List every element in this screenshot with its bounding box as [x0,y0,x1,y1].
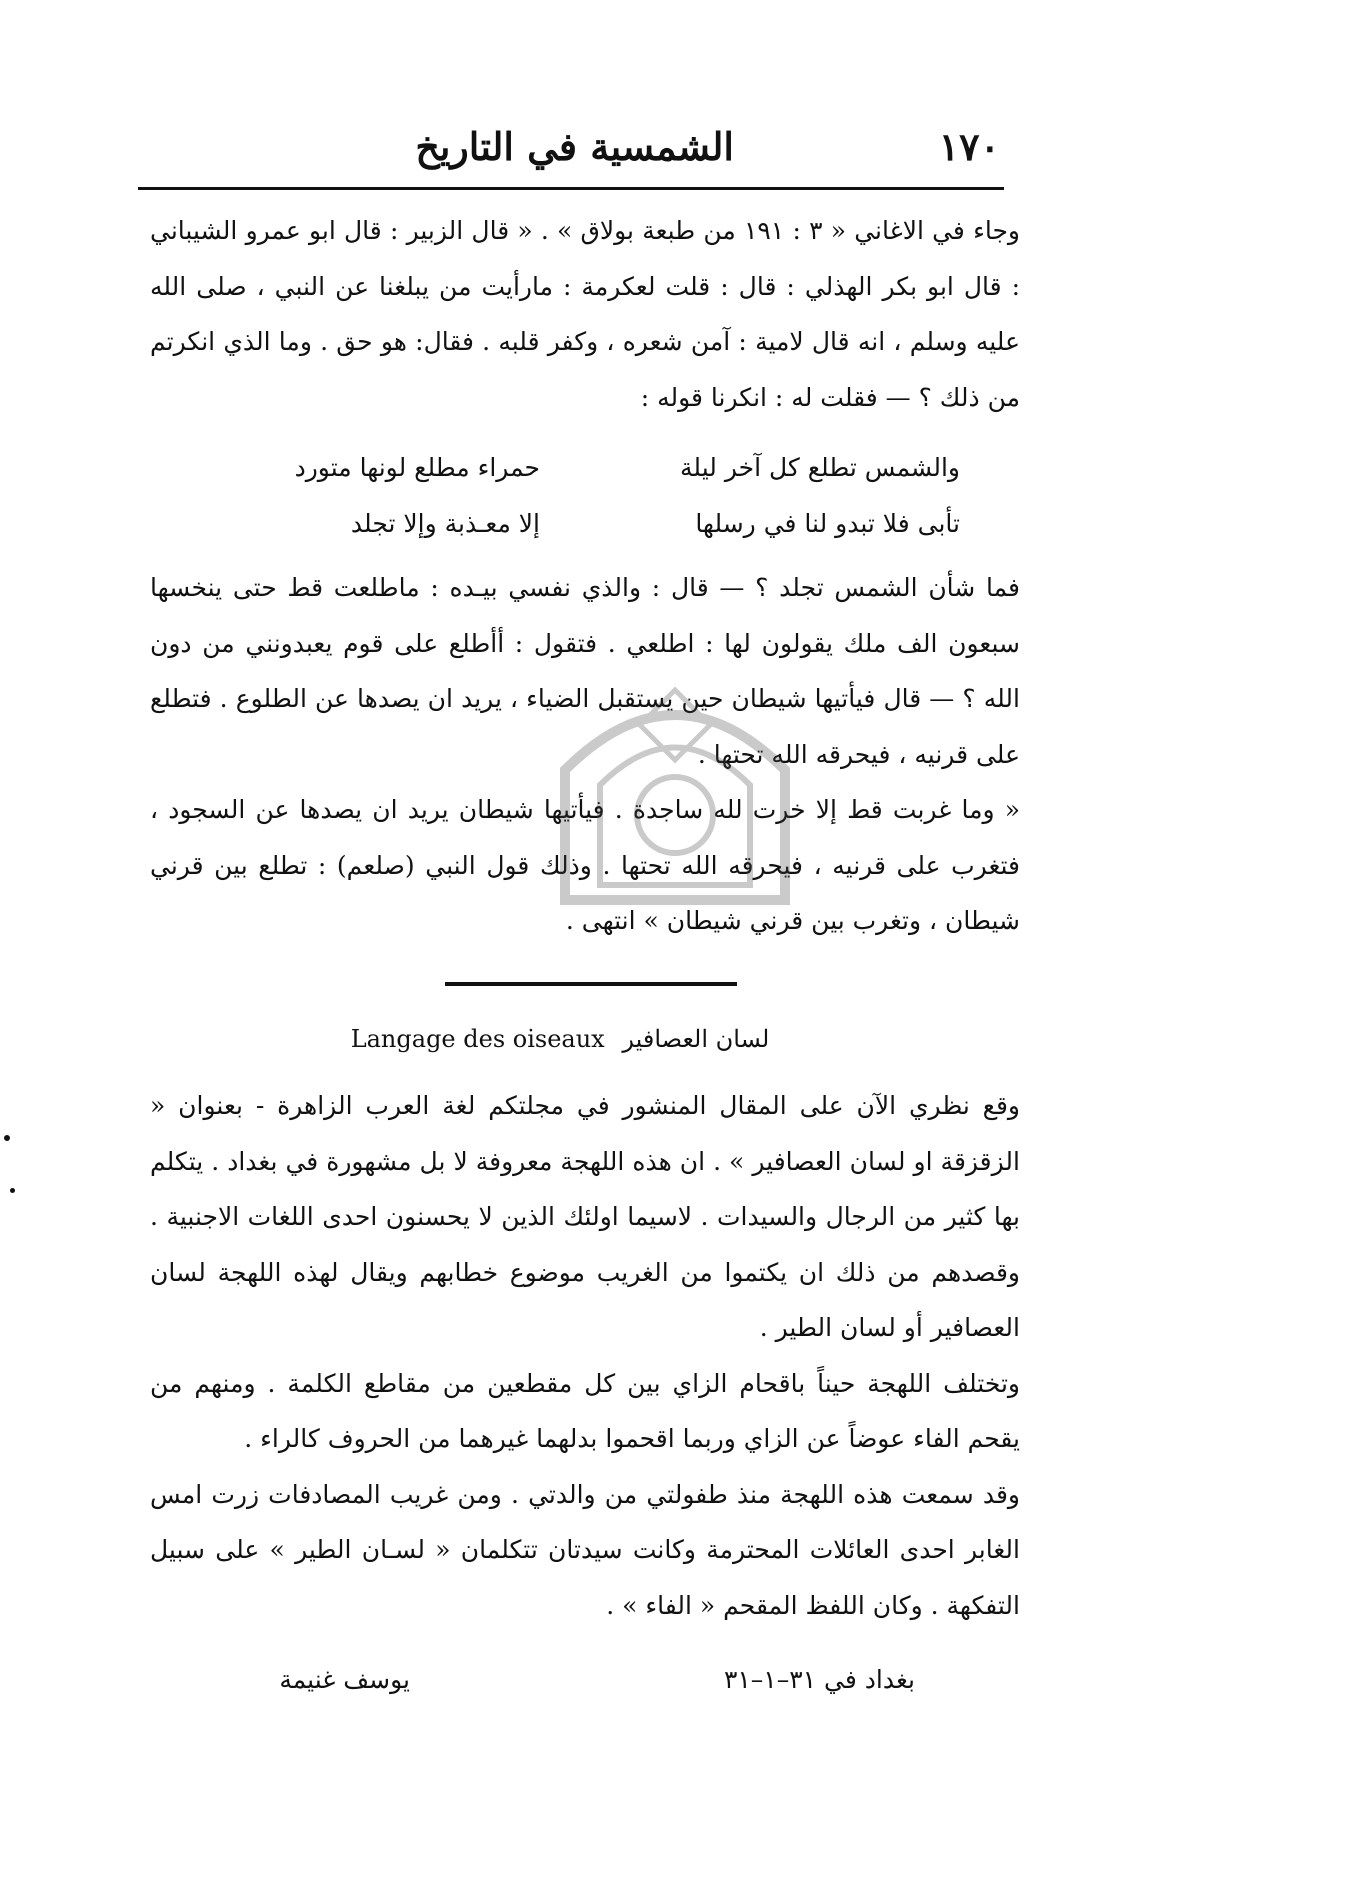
opening-paragraph [150,203,1020,425]
section-separator [445,982,737,986]
paragraph: فما شأن الشمس تجلد ؟ — قال : والذي نفسي بيـده : ماطلعت قط حتى ينخسها سبعون الف ملك يقولون لها : اطلعي . فتقول : أأطلع على قوم يعبدونني من دون الله ؟ — قال فيأتيها شيطان حين يستقبل الضياء ، يريد ان يصدها عن الطلوع . فتطلع على قرنيه ، فيحرقه الله تحتها . [150,573,1020,769]
verse-second-hemistich: إلا معـذبة وإلا تجلد [350,509,540,538]
paragraph: وقع نظري الآن على المقال المنشور في مجلتكم لغة العرب الزاهرة - بعنوان « الزقزقة او لسان العصافير » . ان هذه اللهجة معروفة لا بل مشهورة في بغداد . يتكلم بها كثير من الرجال والسيدات . لاسيما اولئك الذين لا يحسنون احدى اللغات الاجنبية . وقصدهم من ذلك ان يكتموا من الغريب موضوع خطابهم ويقال لهذه اللهجة لسان العصافير أو لسان الطير . [150,1091,1020,1342]
header-rule [138,187,1004,190]
paragraph: وقد سمعت هذه اللهجة منذ طفولتي من والدتي . ومن غريب المصادفات زرت امس الغابر احدى العائلات المحترمة وكانت سيدتان تتكلمان « لسـان الطير » على سبيل التفكهة . وكان اللفظ المقحم « الفاء » . [150,1479,1020,1620]
verse-line [200,496,960,552]
paragraph: وجاء في الاغاني « ٣ : ١٩١ من طبعة بولاق » . « قال الزبير : قال ابو عمرو الشيباني : قال ابو بكر الهذلي : قال : قلت لعكرمة : مارأيت من يبلغنا عن النبي ، صلى الله عليه وسلم ، انه قال لامية : آمن شعره ، وكفر قلبه . فقال: هو حق . وما الذي انكرتم من ذلك ؟ — فقلت له : انكرنا قوله : [150,216,1020,412]
author-name: يوسف غنيمة [279,1665,410,1694]
section-title-arabic: لسان العصافير [622,1025,770,1053]
paragraph: وتختلف اللهجة حيناً باقحام الزاي بين كل مقطعين من مقاطع الكلمة . ومنهم من يقحم الفاء عوضاً عن الزاي وربما اقحموا بدلهما غيرهما من الحروف كالراء . [150,1368,1020,1453]
scan-speck [4,1135,10,1141]
scan-speck [10,1188,15,1193]
verse-second-hemistich: حمراء مطلع لونها متورد [294,453,540,482]
page-number: ١٧٠ [938,124,1000,169]
article-body [150,1078,1020,1633]
library-seal-watermark-icon [525,650,825,910]
section-heading [300,1025,820,1053]
paragraph: « وما غربت قط إلا خرت لله ساجدة . فيأتيها شيطان يريد ان يصدها عن السجود ، فتغرب على قرنيه ، فيحرقه الله تحتها . وذلك قول النبي (صلعم) : تطلع بين قرني شيطان ، وتغرب بين قرني شيطان » انتهى . [150,795,1020,935]
page-header [138,122,1004,182]
section-title-french: Langage des oiseaux [350,1025,605,1053]
verse-first-hemistich: تأبى فلا تبدو لنا في رسلها [695,509,960,538]
poem-verses [200,440,960,556]
verse-line [200,440,960,496]
verse-first-hemistich: والشمس تطلع كل آخر ليلة [680,453,960,482]
signature-line [150,1665,1000,1715]
running-title: الشمسية في التاريخ [415,124,734,169]
place-and-date: بغداد في ٣١–١–٣١ [723,1665,915,1694]
